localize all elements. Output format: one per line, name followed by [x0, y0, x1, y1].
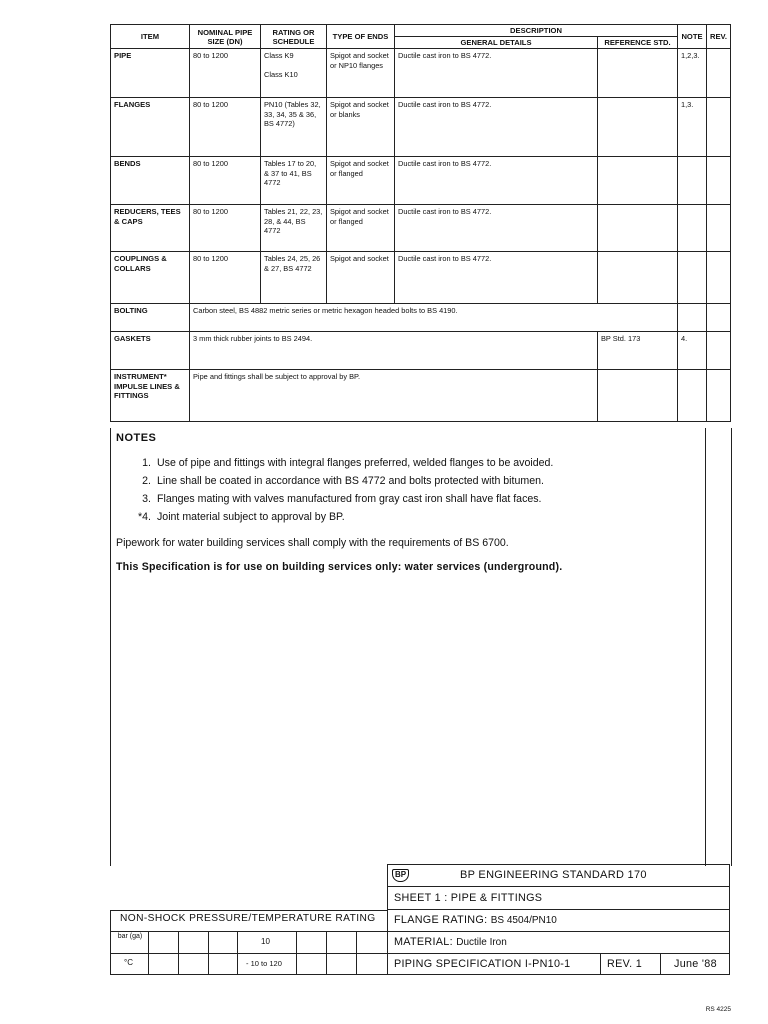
note-text: Joint material subject to approval by BP. [157, 511, 345, 523]
header-note: NOTE [678, 25, 707, 49]
span-text-cell: Carbon steel, BS 4882 metric series or metric hexagon headed bolts to BS 4190. [190, 304, 678, 332]
span-text-cell: 3 mm thick rubber joints to BS 2494. [190, 332, 598, 370]
item-cell: PIPE [111, 49, 190, 98]
size-cell: 80 to 1200 [190, 205, 261, 252]
rev-cell [707, 49, 731, 98]
note-number: 2. [142, 475, 151, 487]
size-cell: 80 to 1200 [190, 98, 261, 157]
note-item [123, 493, 542, 505]
temperature-value: - 10 to 120 [246, 959, 282, 968]
size-cell: 80 to 1200 [190, 252, 261, 304]
notes-divider [705, 428, 706, 866]
reference-cell: BP Std. 173 [598, 332, 678, 370]
header-type-of-ends: TYPE OF ENDS [327, 25, 395, 49]
general-cell: Ductile cast iron to BS 4772. [395, 98, 598, 157]
note-cell: 1,3. [678, 98, 707, 157]
table-row [111, 49, 731, 98]
title-block-rule [387, 931, 730, 932]
note-cell [678, 252, 707, 304]
notes-paragraph: Pipework for water building services shall comply with the requirements of BS 6700. [116, 537, 509, 549]
piping-spec-number: PIPING SPECIFICATION I-PN10-1 [394, 958, 571, 970]
note-text: Line shall be coated in accordance with BS 4772 and bolts protected with bitumen. [157, 475, 544, 487]
general-cell: Ductile cast iron to BS 4772. [395, 157, 598, 205]
span-text-cell: Pipe and fittings shall be subject to approval by BP. [190, 370, 598, 422]
rating-cell: Tables 24, 25, 26 & 27, BS 4772 [261, 252, 327, 304]
pressure-unit: bar (ga) [117, 933, 143, 940]
rating-rule [110, 931, 387, 932]
rating-cell: Class K9 Class K10 [261, 49, 327, 98]
standard-title: BP ENGINEERING STANDARD 170 [460, 869, 647, 881]
rating-divider [296, 931, 297, 975]
title-block-rule [387, 953, 730, 954]
item-cell: COUPLINGS & COLLARS [111, 252, 190, 304]
rev-cell [707, 304, 731, 332]
table-row [111, 205, 731, 252]
flange-rating-value: BS 4504/PN10 [490, 915, 557, 926]
table-row [111, 157, 731, 205]
note-cell: 1,2,3. [678, 49, 707, 98]
rating-divider [326, 931, 327, 975]
general-cell: Ductile cast iron to BS 4772. [395, 205, 598, 252]
rating-divider [237, 931, 238, 975]
note-number: 1. [142, 457, 151, 469]
ends-cell: Spigot and socket or flanged [327, 205, 395, 252]
size-cell: 80 to 1200 [190, 49, 261, 98]
note-item [123, 511, 345, 523]
flange-rating-label: FLANGE RATING: [394, 914, 488, 926]
item-cell: FLANGES [111, 98, 190, 157]
note-cell [678, 370, 707, 422]
material [394, 936, 507, 948]
reference-cell [598, 157, 678, 205]
rating-cell: Tables 17 to 20, & 37 to 41, BS 4772 [261, 157, 327, 205]
note-number: *4. [138, 511, 151, 523]
rev-cell [707, 98, 731, 157]
rating-cell: Tables 21, 22, 23, 28, & 44, BS 4772 [261, 205, 327, 252]
revision: REV. 1 [607, 958, 643, 970]
header-reference-std: REFERENCE STD. [598, 37, 678, 49]
rating-divider [208, 931, 209, 975]
title-block-rule [387, 909, 730, 910]
sheet-label: SHEET 1 : PIPE & FITTINGS [394, 892, 543, 904]
note-text: Flanges mating with valves manufactured from gray cast iron shall have flat faces. [157, 493, 542, 505]
header-row-1 [111, 25, 731, 37]
header-rating: RATING OR SCHEDULE [261, 25, 327, 49]
table-row [111, 332, 731, 370]
notes-title: NOTES [116, 432, 157, 444]
note-cell: 4. [678, 332, 707, 370]
note-item [123, 475, 544, 487]
rating-divider [356, 931, 357, 975]
note-item [123, 457, 553, 469]
reference-cell [598, 205, 678, 252]
note-number: 3. [142, 493, 151, 505]
table-row [111, 304, 731, 332]
item-cell: BOLTING [111, 304, 190, 332]
title-block-divider [600, 953, 601, 975]
note-cell [678, 157, 707, 205]
header-nominal-size: NOMINAL PIPE SIZE (DN) [190, 25, 261, 49]
note-cell [678, 205, 707, 252]
title-block-rule [387, 886, 730, 887]
ends-cell: Spigot and socket or blanks [327, 98, 395, 157]
table-row [111, 370, 731, 422]
material-value: Ductile Iron [456, 937, 507, 948]
item-cell: GASKETS [111, 332, 190, 370]
item-cell: BENDS [111, 157, 190, 205]
rating-cell: PN10 (Tables 32, 33, 34, 35 & 36, BS 4772) [261, 98, 327, 157]
size-cell: 80 to 1200 [190, 157, 261, 205]
general-cell: Ductile cast iron to BS 4772. [395, 49, 598, 98]
material-label: MATERIAL: [394, 936, 453, 948]
spec-table [110, 24, 731, 422]
header-item: ITEM [111, 25, 190, 49]
title-block-divider [660, 953, 661, 975]
reference-cell [598, 98, 678, 157]
rev-cell [707, 370, 731, 422]
header-description: DESCRIPTION [395, 25, 678, 37]
header-general-details: GENERAL DETAILS [395, 37, 598, 49]
issue-date: June '88 [674, 958, 717, 970]
rev-cell [707, 252, 731, 304]
rating-divider [148, 931, 149, 975]
bp-logo-icon: BP [392, 869, 409, 882]
item-cell: REDUCERS, TEES & CAPS [111, 205, 190, 252]
scope-statement: This Specification is for use on building services only: water services (underground). [116, 561, 563, 573]
ends-cell: Spigot and socket or NP10 flanges [327, 49, 395, 98]
header-rev: REV. [707, 25, 731, 49]
table-row [111, 252, 731, 304]
rating-rule [110, 953, 387, 954]
note-text: Use of pipe and fittings with integral flanges preferred, welded flanges to be avoided. [157, 457, 554, 469]
ends-cell: Spigot and socket [327, 252, 395, 304]
form-code: RS 4225 [705, 1006, 731, 1013]
reference-cell [598, 49, 678, 98]
item-cell: INSTRUMENT* IMPULSE LINES & FITTINGS [111, 370, 190, 422]
rev-cell [707, 157, 731, 205]
temperature-unit: °C [124, 958, 133, 967]
general-cell: Ductile cast iron to BS 4772. [395, 252, 598, 304]
table-row [111, 98, 731, 157]
pressure-value: 10 [261, 937, 270, 946]
rev-cell [707, 205, 731, 252]
rating-title: NON-SHOCK PRESSURE/TEMPERATURE RATING [120, 913, 376, 924]
reference-cell [598, 252, 678, 304]
note-cell [678, 304, 707, 332]
rev-cell [707, 332, 731, 370]
ends-cell: Spigot and socket or flanged [327, 157, 395, 205]
rating-divider [178, 931, 179, 975]
reference-cell [598, 370, 678, 422]
flange-rating [394, 914, 557, 926]
